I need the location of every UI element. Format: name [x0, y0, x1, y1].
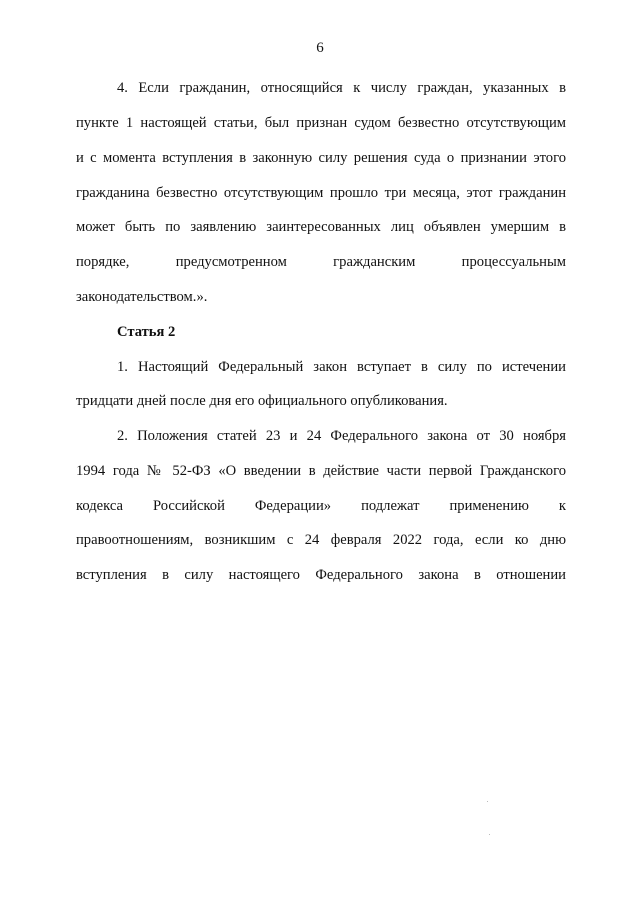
paragraph-3-line-4: правоотношениям, возникшим с 24 февраля 2022 года, если ко дню: [76, 532, 566, 548]
paragraph-3-line-3: кодекса Российской Федерации» подлежат применению к: [76, 498, 566, 514]
scan-speck: [487, 801, 488, 802]
paragraph-1-line-5: может быть по заявлению заинтересованных лиц объявлен умершим в: [76, 219, 566, 235]
paragraph-1-line-4: гражданина безвестно отсутствующим прошло три месяца, этот гражданин: [76, 185, 566, 201]
article-heading: Статья 2: [117, 324, 176, 340]
page-number: 6: [316, 40, 324, 56]
paragraph-1-line-1: 4. Если гражданин, относящийся к числу граждан, указанных в: [117, 80, 566, 96]
paragraph-3-line-2: 1994 года № 52-ФЗ «О введении в действие части первой Гражданского: [76, 463, 566, 479]
paragraph-1-line-2: пункте 1 настоящей статьи, был признан судом безвестно отсутствующим: [76, 115, 566, 131]
paragraph-2-line-1: 1. Настоящий Федеральный закон вступает в силу по истечении: [117, 359, 566, 375]
scan-speck: [489, 834, 490, 835]
paragraph-2-line-2: тридцати дней после дня его официального опубликования.: [76, 393, 448, 409]
paragraph-3-line-5: вступления в силу настоящего Федерального закона в отношении: [76, 567, 566, 583]
paragraph-3-line-1: 2. Положения статей 23 и 24 Федерального закона от 30 ноября: [117, 428, 566, 444]
paragraph-1-line-3: и с момента вступления в законную силу решения суда о признании этого: [76, 150, 566, 166]
paragraph-1-line-6: порядке, предусмотренном гражданским процессуальным: [76, 254, 566, 270]
paragraph-1-line-7: законодательством.».: [76, 289, 208, 305]
